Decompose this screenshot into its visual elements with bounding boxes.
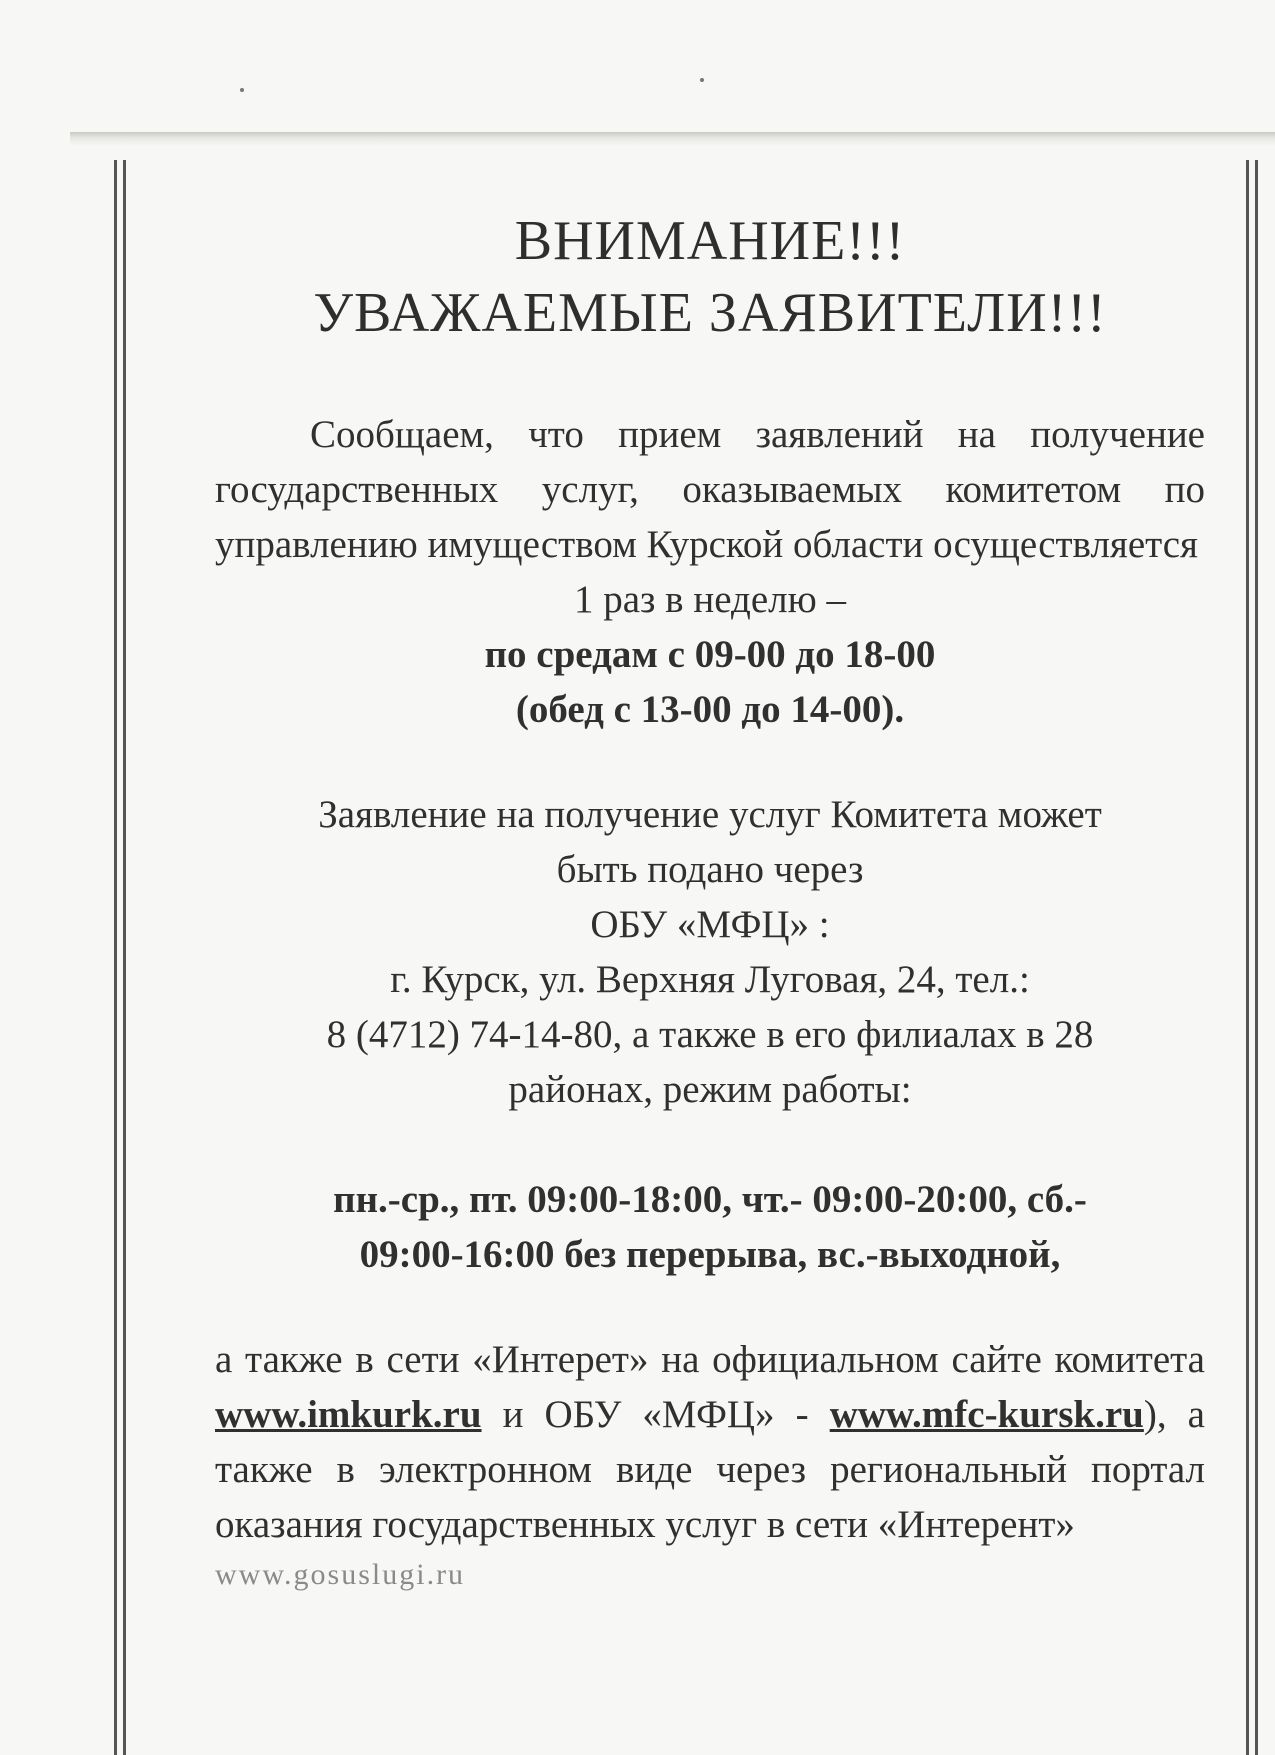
imkurk-link[interactable]: www.imkurk.ru <box>215 1393 482 1436</box>
title-addressees: УВАЖАЕМЫЕ ЗАЯВИТЕЛИ!!! <box>313 282 1107 344</box>
notice-lunch: (обед с 13-00 до 14-00). <box>515 688 905 731</box>
mfc-kursk-link[interactable]: www.mfc-kursk.ru <box>829 1393 1144 1436</box>
hours-line2: 09:00-16:00 без перерыва, вс.-выходной, <box>359 1233 1061 1276</box>
scan-speck <box>240 88 244 92</box>
notice-document <box>215 205 1205 1590</box>
paper-fold-edge <box>70 132 1275 146</box>
mfc-name: ОБУ «МФЦ» : <box>590 903 830 946</box>
mfc-line2: быть подано через <box>556 848 864 891</box>
scan-speck <box>700 78 704 82</box>
mfc-regime: районах, режим работы: <box>508 1068 912 1111</box>
page-border-left <box>114 160 126 1755</box>
online-text-1: а также в сети «Интерет» на официальном сайте комитета <box>215 1338 1205 1381</box>
page-border-right <box>1246 160 1258 1755</box>
mfc-address: г. Курск, ул. Верхняя Луговая, 24, тел.: <box>390 958 1030 1001</box>
online-paragraph <box>215 1332 1205 1552</box>
cut-off-line: www.gosuslugi.ru <box>215 1558 466 1591</box>
notice-frequency: 1 раз в неделю – <box>573 578 847 621</box>
title-attention: ВНИМАНИЕ!!! <box>514 210 906 272</box>
mfc-line1: Заявление на получение услуг Комитета может <box>318 793 1102 836</box>
notice-intro: Сообщаем, что прием заявлений на получение государственных услуг, оказываемых комитетом по управлению имуществом Курской области осуществляется <box>215 413 1205 566</box>
hours-line1: пн.-ср., пт. 09:00-18:00, чт.- 09:00-20:00, сб.- <box>333 1178 1087 1221</box>
online-text-3: ), а также в электронном виде через региональный портал оказания государственных услуг в сети «Интерент» <box>215 1393 1205 1546</box>
online-text-2: и ОБУ «МФЦ» - <box>481 1393 830 1436</box>
mfc-phone: 8 (4712) 74-14-80, а также в его филиалах в 28 <box>326 1013 1094 1056</box>
notice-schedule: по средам с 09-00 до 18-00 <box>484 633 936 676</box>
